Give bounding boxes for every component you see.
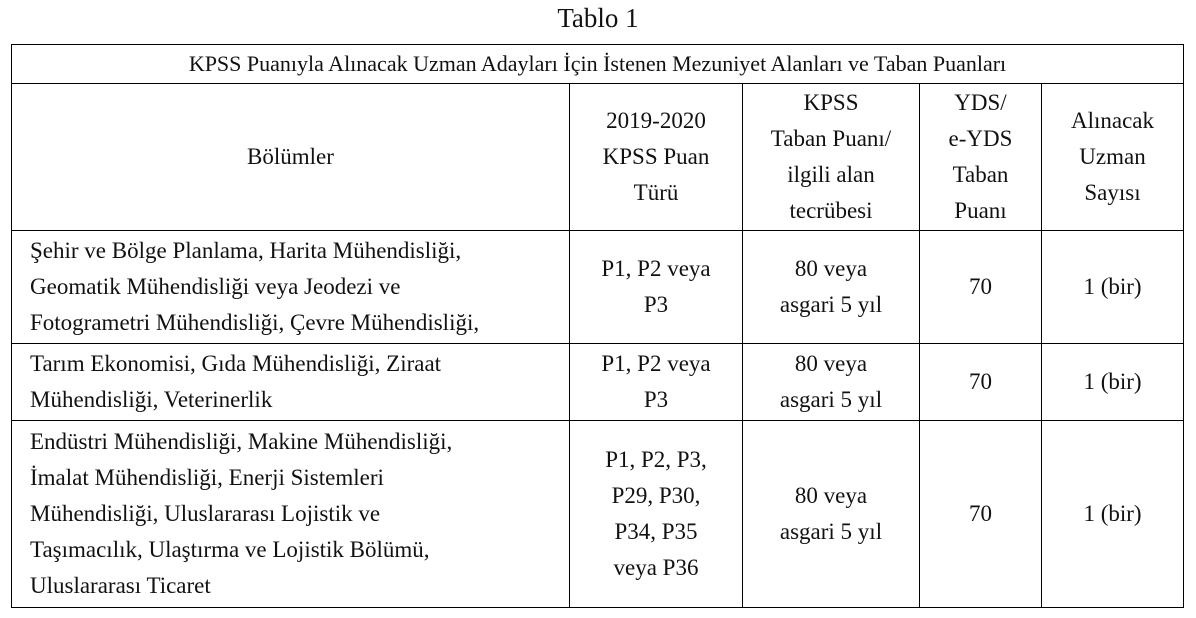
row-kpss-base: 80 veya asgari 5 yıl xyxy=(743,231,920,344)
table-row xyxy=(12,421,1184,608)
row-count: 1 (bir) xyxy=(1042,231,1184,344)
row-kpss-base: 80 veya asgari 5 yıl xyxy=(743,344,920,421)
table-row xyxy=(12,231,1184,344)
row-yds-base: 70 xyxy=(920,231,1042,344)
row-kpss-base: 80 veya asgari 5 yıl xyxy=(743,421,920,608)
row-departments: Şehir ve Bölge Planlama, Harita Mühendisliği, Geomatik Mühendisliği veya Jeodezi ve Fotogrametri Mühendisliği, Çevre Mühendisliği, xyxy=(12,231,570,344)
row-score-type: P1, P2 veya P3 xyxy=(570,231,743,344)
row-departments: Tarım Ekonomisi, Gıda Mühendisliği, Ziraat Mühendisliği, Veterinerlik xyxy=(12,344,570,421)
row-departments: Endüstri Mühendisliği, Makine Mühendisliği, İmalat Mühendisliği, Enerji Sistemleri Mühendisliği, Uluslararası Lojistik ve Taşımacılık, Ulaştırma ve Lojistik Bölümü, Uluslararası Ticaret xyxy=(12,421,570,608)
header-row xyxy=(12,84,1184,231)
header-score-type: 2019-2020 KPSS Puan Türü xyxy=(570,84,743,231)
table-caption: Tablo 1 xyxy=(557,3,639,33)
row-count: 1 (bir) xyxy=(1042,344,1184,421)
row-score-type: P1, P2, P3, P29, P30, P34, P35 veya P36 xyxy=(570,421,743,608)
row-yds-base: 70 xyxy=(920,421,1042,608)
requirements-table xyxy=(11,44,1184,608)
row-yds-base: 70 xyxy=(920,344,1042,421)
header-kpss-base: KPSS Taban Puanı/ ilgili alan tecrübesi xyxy=(743,84,920,231)
header-yds-base: YDS/ e-YDS Taban Puanı xyxy=(920,84,1042,231)
header-departments: Bölümler xyxy=(12,84,570,231)
row-score-type: P1, P2 veya P3 xyxy=(570,344,743,421)
header-count: Alınacak Uzman Sayısı xyxy=(1042,84,1184,231)
table-title: KPSS Puanıyla Alınacak Uzman Adayları İçin İstenen Mezuniyet Alanları ve Taban Puanları xyxy=(12,45,1184,84)
row-count: 1 (bir) xyxy=(1042,421,1184,608)
table-title-row xyxy=(12,45,1184,84)
table-row xyxy=(12,344,1184,421)
